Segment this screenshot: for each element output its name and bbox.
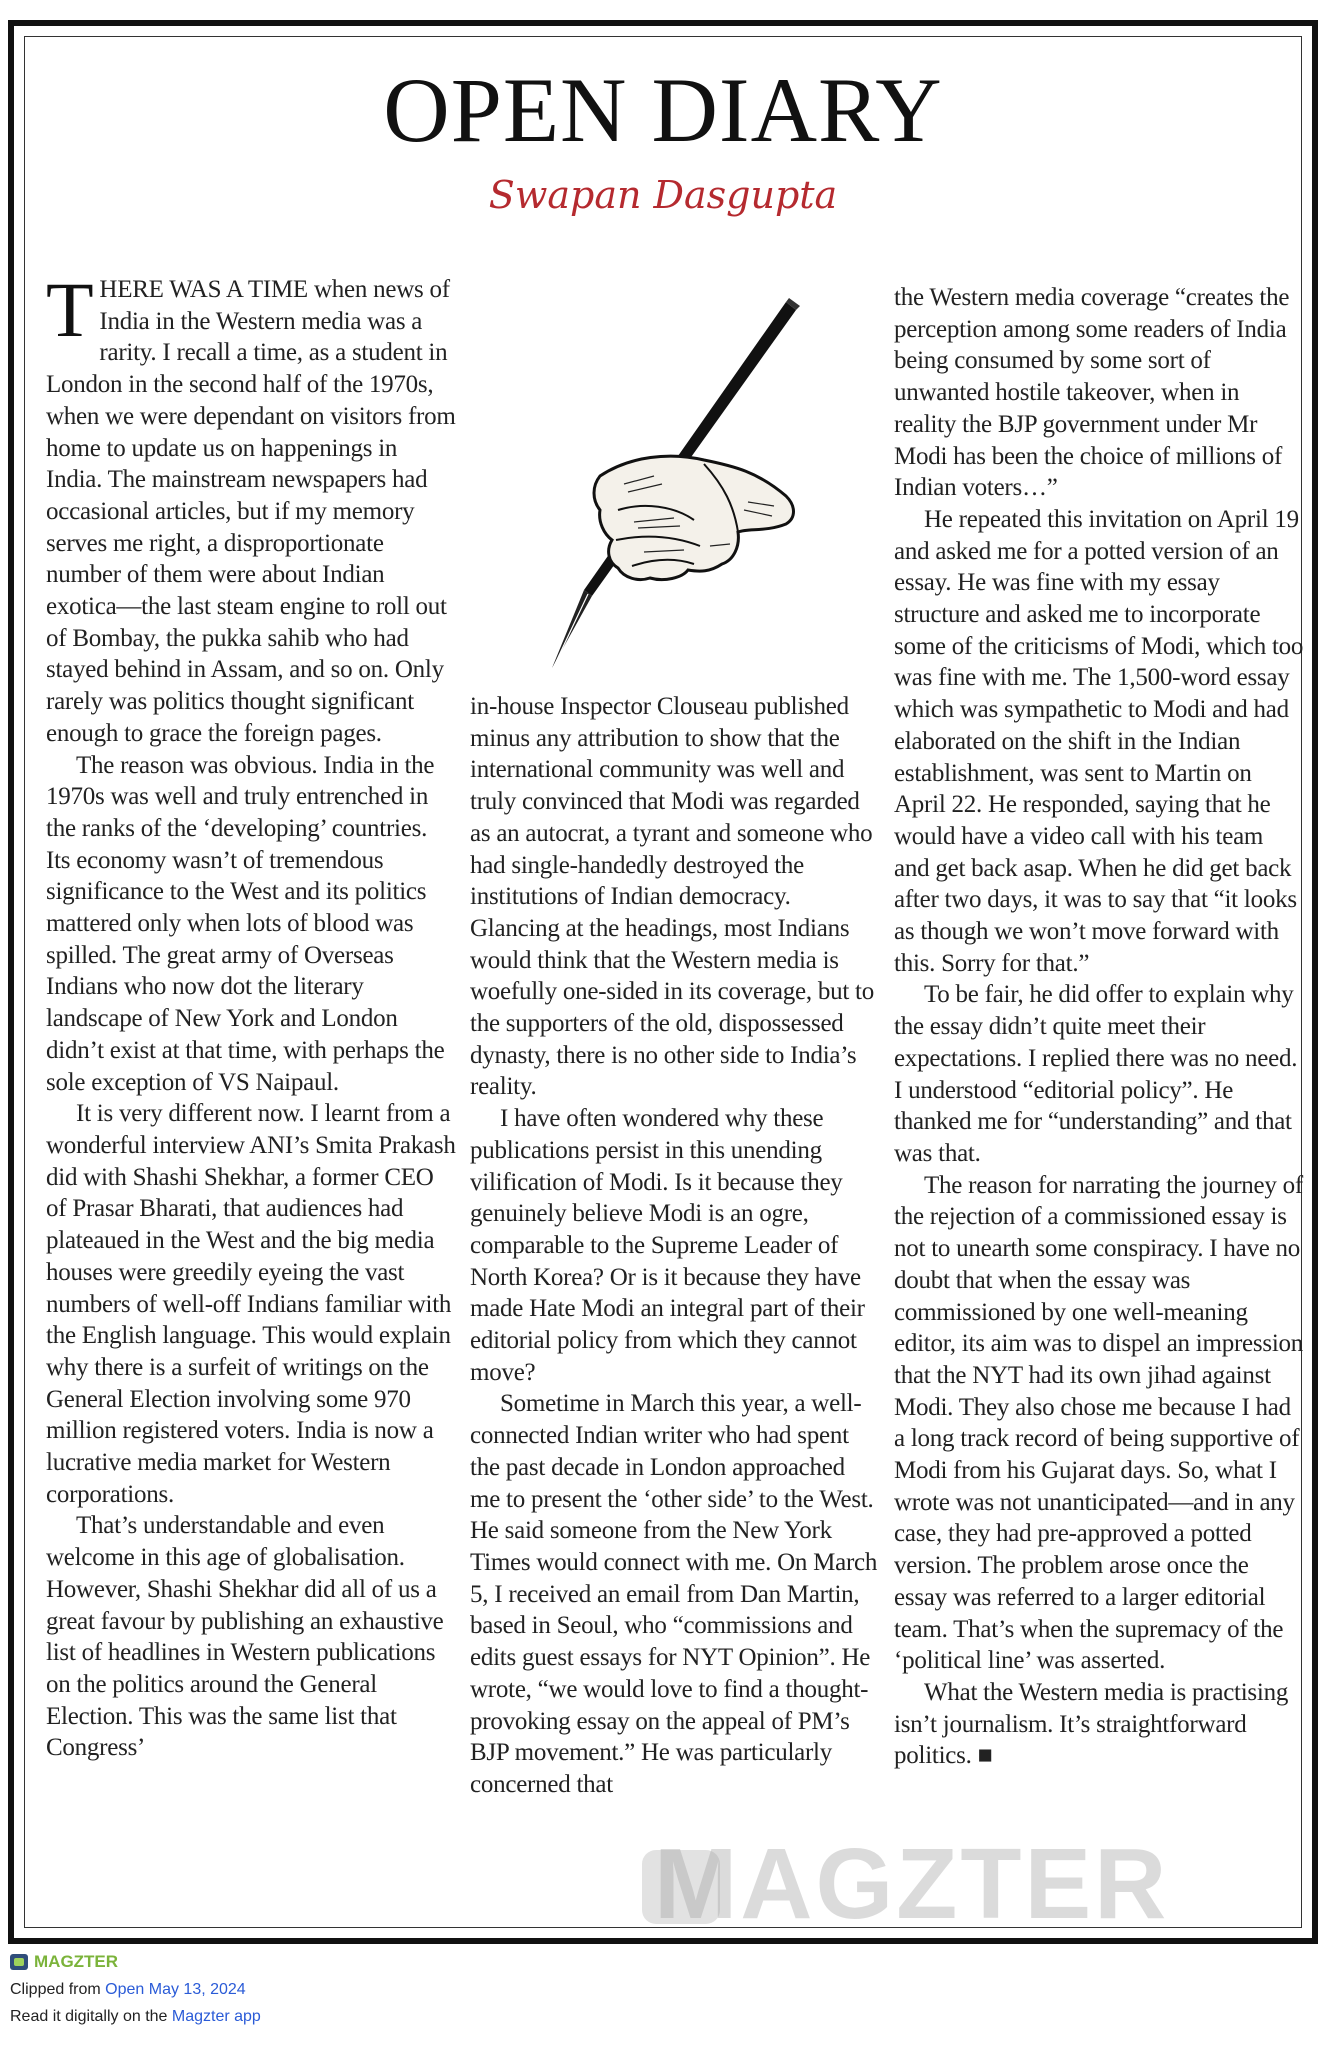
magzter-brand[interactable] — [10, 1952, 261, 1972]
column-title: OPEN DIARY — [383, 59, 943, 161]
paragraph: He repeated this invitation on April 19 and asked me for a potted version of an essay. He was fine with my essay structure and asked me to incorporate some of the criticisms of Modi, which too was fine with me. The 1,500-word essay which was sympathetic to Modi and had elaborated on the shift in the Indian establishment, was sent to Martin on April 22. He responded, saying that he would have a video call with his team and get back asap. When he did get back after two days, it was to say that “it looks as though we won’t move forward with this. Sorry for that.” — [894, 505, 1304, 977]
clip-footer — [10, 1952, 261, 2026]
paragraph: It is very different now. I learnt from a wonderful interview ANI’s Smita Prakash did with Shashi Shekhar, a former CEO of Prasar Bharati, that audiences had plateaued in the West and the big media houses were greedily eyeing the vast numbers of well-off Indians familiar with the English language. This would explain why there is a surfeit of writings on the General Election involving some 970 million registered voters. India is now a lucrative media market for Western corporations. — [46, 1100, 456, 1508]
source-issue-link[interactable]: Open May 13, 2024 — [105, 1981, 246, 1998]
paragraph: I have often wondered why these publications persist in this unending vilification of Modi. Is it because they genuinely believe Modi is an ogre, comparable to the Supreme Leader of North Korea? Or is it because they have made Hate Modi an integral part of their editorial policy from which they cannot move? — [470, 1105, 865, 1386]
drop-cap: T — [46, 266, 94, 353]
paragraph: The reason for narrating the journey of the rejection of a commissioned essay is not to unearth some conspiracy. I have no doubt that when the essay was commissioned by one well-meaning editor, its aim was to dispel an impression that the NYT had its own jihad against Modi. They also chose me because I had a long track record of being supportive of Modi from his Gujarat days. So, what I wrote was not unanticipated—and in any case, they had pre-approved a potted version. The problem arose once the essay was referred to a larger editorial team. That’s when the supremacy of the ‘political line’ was asserted. — [894, 1171, 1304, 1675]
paragraph: the Western media coverage “creates the perception among some readers of India being consumed by some sort of unwanted hostile takeover, when in reality the BJP government under Mr Modi has been the choice of millions of Indian voters…” — [894, 284, 1290, 502]
brand-name: MAGZTER — [34, 1952, 119, 1971]
paragraph: The reason was obvious. India in the 1970s was well and truly entrenched in the ranks of the ‘developing’ countries. Its economy wasn’t of tremendous significance to the West and its politics mattered only when lots of blood was spilled. The great army of Overseas Indians who now dot the literary landscape of New York and London didn’t exist at that time, with perhaps the sole exception of VS Naipaul. — [46, 751, 445, 1096]
read-prefix: Read it digitally on the — [10, 2008, 168, 2025]
magzter-logo-icon — [10, 1954, 28, 1970]
paragraph: That’s understandable and even welcome in this age of globalisation. However, Shashi Shekhar did all of us a great favour by publishing an exhaustive list of headlines in Western publications on the politics around the General Election. This was the same list that Congress’ — [46, 1512, 444, 1762]
article-column-1 — [46, 266, 456, 1764]
clipped-from-line — [10, 1981, 261, 1999]
clipped-prefix: Clipped from — [10, 1981, 101, 1998]
paragraph — [46, 266, 456, 750]
paragraph: To be fair, he did offer to explain why the essay didn’t quite meet their expectations. I replied there was no need. I understood “editorial policy”. He thanked me for “understanding” and that was that. — [894, 981, 1298, 1167]
paragraph: What the Western media is practising isn’t journalism. It’s straightforward politics. ■ — [894, 1678, 1289, 1770]
article-column-3 — [894, 282, 1304, 1772]
hand-with-pen-illustration — [534, 296, 804, 676]
paragraph: in-house Inspector Clouseau published minus any attribution to show that the international community was well and truly convinced that Modi was regarded as an autocrat, a tyrant and someone who had single-handedly destroyed the institutions of Indian democracy. Glancing at the headings, most Indians would think that the Western media is woefully one-sided in its coverage, but to the supporters of the old, dispossessed dynasty, there is no other side to India’s reality. — [470, 693, 874, 1101]
author-byline: Swapan Dasgupta — [488, 173, 838, 217]
page-frame — [8, 20, 1318, 1944]
magzter-app-link[interactable]: Magzter app — [171, 2008, 261, 2025]
magzter-watermark: MAGZTER — [654, 1828, 1170, 1940]
read-digitally-line — [10, 2008, 261, 2026]
paragraph: Sometime in March this year, a well-connected Indian writer who had spent the past decade in London approached me to present the ‘other side’ to the West. He said someone from the New York Times would connect with me. On March 5, I received an email from Dan Martin, based in Seoul, who “commissions and edits guest essays for NYT Opinion”. He wrote, “we would love to find a thought-provoking essay on the appeal of PM’s BJP movement.” He was particularly concerned that — [470, 1390, 878, 1798]
paragraph-text: HERE WAS A TIME when news of India in the Western media was a rarity. I recall a time, as a student in London in the second half of the 1970s, when we were dependant on visitors from home to update us on happenings in India. The mainstream newspapers had occasional articles, but if my memory serves me right, a disproportionate number of them were about Indian exotica—the last steam engine to roll out of Bombay, the pukka sahib who had stayed behind in Assam, and so on. Only rarely was politics thought significant enough to grace the foreign pages. — [46, 276, 456, 747]
article-column-2 — [470, 691, 880, 1801]
